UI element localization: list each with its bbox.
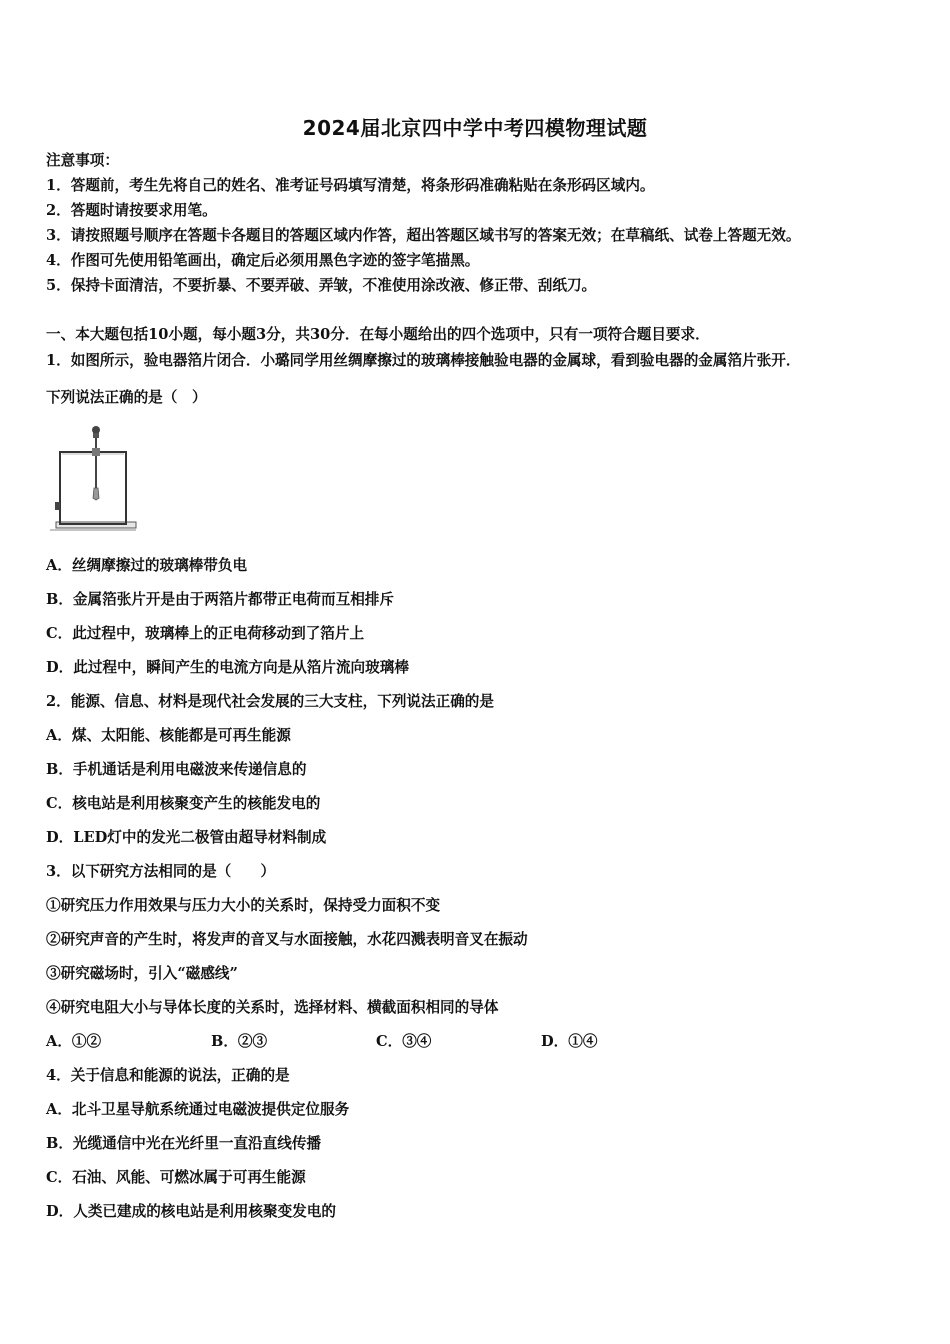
q3-item-1: ①研究压力作用效果与压力大小的关系时，保持受力面积不变: [46, 897, 441, 914]
notice-item: 2．答题时请按要求用笔。: [46, 202, 217, 219]
q1-option-d: D．此过程中，瞬间产生的电流方向是从箔片流向玻璃棒: [46, 659, 409, 676]
electroscope-figure: [46, 422, 138, 534]
q4-option-a: A．北斗卫星导航系统通过电磁波提供定位服务: [46, 1101, 350, 1118]
q3-item-2: ②研究声音的产生时，将发声的音叉与水面接触，水花四溅表明音叉在振动: [46, 931, 528, 948]
notice-item: 3．请按照题号顺序在答题卡各题目的答题区域内作答，超出答题区域书写的答案无效；在草稿纸、试卷上答题无效。: [46, 227, 801, 244]
q3-option-b: B．②③: [211, 1033, 268, 1050]
page-title: 2024届北京四中学中考四模物理试题: [302, 116, 648, 140]
q4-option-b: B．光缆通信中光在光纤里一直沿直线传播: [46, 1135, 322, 1152]
q4-option-d: D．人类已建成的核电站是利用核聚变发电的: [46, 1203, 336, 1220]
q1-option-a: A．丝绸摩擦过的玻璃棒带负电: [46, 557, 248, 574]
q2-stem: 2．能源、信息、材料是现代社会发展的三大支柱，下列说法正确的是: [46, 693, 494, 710]
q3-item-4: ④研究电阻大小与导体长度的关系时，选择材料、横截面积相同的导体: [46, 999, 499, 1016]
q1-stem-line1: 1．如图所示，验电器箔片闭合．小璐同学用丝绸摩擦过的玻璃棒接触验电器的金属球，看到验电器的金属箔片张开．: [46, 352, 801, 369]
notice-item: 4．作图可先使用铅笔画出，确定后必须用黑色字迹的签字笔描黑。: [46, 252, 480, 269]
q3-option-a: A．①②: [46, 1033, 102, 1050]
q3-option-c: C．③④: [376, 1033, 432, 1050]
q1-option-c: C．此过程中，玻璃棒上的正电荷移动到了箔片上: [46, 625, 365, 642]
q3-item-3: ③研究磁场时，引入“磁感线”: [46, 965, 238, 982]
notice-item: 1．答题前，考生先将自己的姓名、准考证号码填写清楚，将条形码准确粘贴在条形码区域内。: [46, 177, 655, 194]
q2-option-b: B．手机通话是利用电磁波来传递信息的: [46, 761, 307, 778]
electroscope-icon: [46, 422, 138, 534]
q1-stem-line2: 下列说法正确的是（ ）: [46, 389, 207, 406]
q4-stem: 4．关于信息和能源的说法，正确的是: [46, 1067, 290, 1084]
q3-option-d: D．①④: [541, 1033, 598, 1050]
q3-options-row: [46, 1032, 906, 1052]
notice-item: 5．保持卡面清洁，不要折暴、不要弄破、弄皱，不准使用涂改液、修正带、刮纸刀。: [46, 277, 597, 294]
section-heading: 一、本大题包括10小题，每小题3分，共30分．在每小题给出的四个选项中，只有一项符合题目要求．: [46, 326, 710, 343]
notice-heading: 注意事项：: [46, 152, 119, 169]
q3-stem: 3．以下研究方法相同的是（ ）: [46, 863, 276, 880]
q2-option-a: A．煤、太阳能、核能都是可再生能源: [46, 727, 291, 744]
q4-option-c: C．石油、风能、可燃冰属于可再生能源: [46, 1169, 306, 1186]
q1-option-b: B．金属箔张片开是由于两箔片都带正电荷而互相排斥: [46, 591, 394, 608]
q2-option-c: C．核电站是利用核聚变产生的核能发电的: [46, 795, 321, 812]
q2-option-d: D．LED灯中的发光二极管由超导材料制成: [46, 829, 327, 846]
